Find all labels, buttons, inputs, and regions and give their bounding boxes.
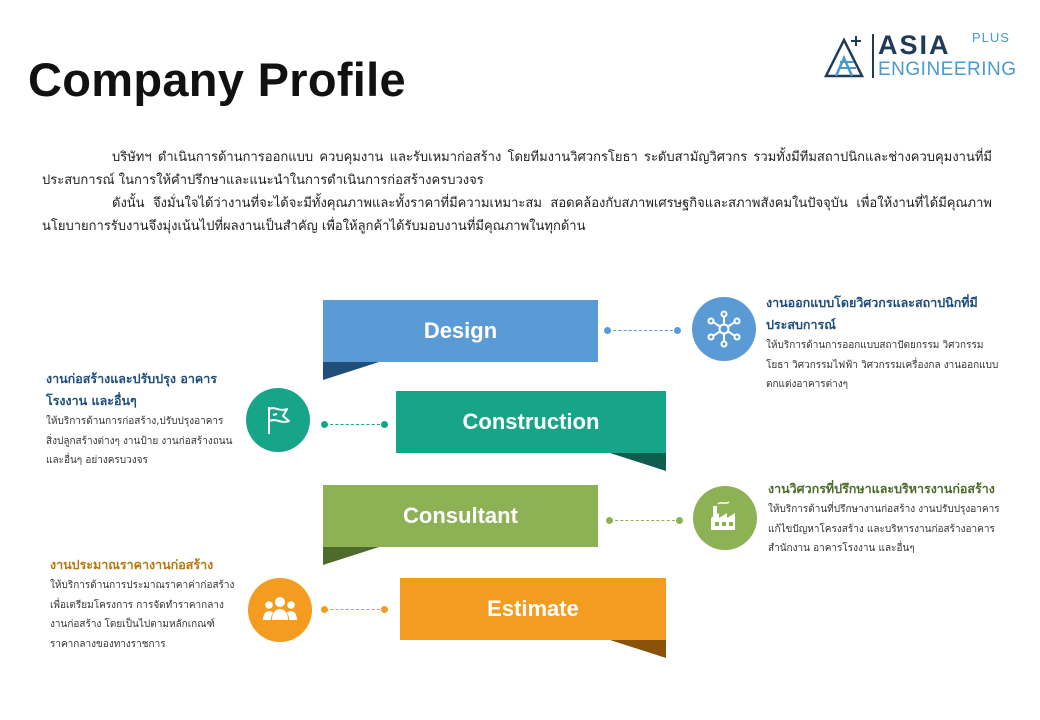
design-bar — [323, 300, 598, 362]
consultant-heading: งานวิศวกรที่ปรึกษาและบริหารงานก่อสร้าง — [768, 481, 995, 496]
factory-icon — [705, 498, 745, 538]
construction-dot-left — [321, 421, 328, 428]
estimate-icon-circle — [248, 578, 312, 642]
estimate-bar — [400, 578, 666, 640]
estimate-label: Estimate — [487, 596, 579, 621]
estimate-heading: งานประมาณราคางานก่อสร้าง — [50, 557, 214, 572]
logo-name: ASIA — [878, 30, 951, 60]
consultant-label: Consultant — [403, 503, 518, 528]
consultant-bar — [323, 485, 598, 547]
construction-bar — [396, 391, 666, 453]
design-body: ให้บริการด้านการออกแบบสถาปัตยกรรม วิศวกรรมโยธา วิศวกรรมไฟฟ้า วิศวกรรมเครื่องกล งานออกแบบตกแต่งอาคารต่างๆ — [766, 340, 999, 390]
flag-icon — [259, 401, 297, 439]
consultant-dot-left — [606, 517, 613, 524]
consultant-description — [768, 478, 1018, 559]
construction-body: ให้บริการด้านการก่อสร้าง,ปรับปรุงอาคาร สิ่งปลูกสร้างต่างๆ งานป้าย งานก่อสร้างถนน และอื่นๆ อย่างครบวงจร — [46, 416, 233, 466]
logo-subtitle: ENGINEERING — [878, 59, 1017, 80]
design-heading: งานออกแบบโดยวิศวกรและสถาปนิกที่มีประสบการณ์ — [766, 295, 978, 332]
people-icon — [260, 590, 300, 630]
estimate-body: ให้บริการด้านการประมาณราคาค่าก่อสร้างเพื่อเตรียมโครงการ การจัดทำราคากลางงานก่อสร้าง โดยเป็นไปตามหลักเกณฑ์ราคากลางของทางราชการ — [50, 580, 235, 650]
design-banner — [323, 300, 598, 362]
consultant-connector — [610, 520, 680, 521]
intro-text — [42, 146, 992, 238]
construction-banner — [396, 391, 666, 453]
design-dot-right — [674, 327, 681, 334]
construction-dot-right — [381, 421, 388, 428]
consultant-body: ให้บริการด้านที่ปรึกษางานก่อสร้าง งานปรับปรุงอาคาร แก้ไขปัญหาโครงสร้าง และบริหารงานก่อสร้างอาคาร สำนักงาน อาคารโรงงาน และอื่นๆ — [768, 504, 1000, 554]
design-label: Design — [423, 318, 498, 343]
construction-fold — [610, 453, 666, 471]
logo-superscript: PLUS — [972, 30, 1010, 45]
estimate-connector — [325, 609, 385, 610]
consultant-icon-circle — [693, 486, 757, 550]
consultant-banner — [323, 485, 598, 547]
estimate-dot-left — [321, 606, 328, 613]
design-fold — [323, 362, 379, 380]
design-icon-circle — [692, 297, 756, 361]
construction-heading: งานก่อสร้างและปรับปรุง อาคาร โรงงาน และอื่นๆ — [46, 371, 217, 408]
design-connector — [608, 330, 678, 331]
construction-connector — [325, 424, 385, 425]
network-icon — [704, 309, 744, 349]
estimate-fold — [610, 640, 666, 658]
page-title: Company Profile — [28, 53, 406, 106]
intro-paragraph-1: บริษัทฯ ดำเนินการด้านการออกแบบ ควบคุมงาน และรับเหมาก่อสร้าง โดยทีมงานวิศวกรโยธา ระดับสามัญวิศวกร รวมทั้งมีทีมสถาปนิกและช่างควบคุมงานที่มีประสบการณ์ ในการให้คำปรึกษาและแนะนำในการดำเนินการก่อสร้างครบวงจร — [42, 150, 992, 188]
design-description — [766, 292, 1002, 395]
logo-triangle-icon — [822, 32, 870, 80]
consultant-fold — [323, 547, 379, 565]
intro-paragraph-2: ดังนั้น จึงมั่นใจได้ว่างานที่จะได้จะมีทั้งคุณภาพและทั้งราคาที่มีความเหมาะสม สอดคล้องกับสภาพเศรษฐกิจและสภาพสังคมในปัจจุบัน เพื่อให้งานที่ได้มีคุณภาพ นโยบายการรับงานจึงมุ่งเน้นไปที่ผลงานเป็นสำคัญ เพื่อให้ลูกค้าได้รับมอบงานที่มีคุณภาพในทุกด้าน — [42, 196, 992, 234]
estimate-banner — [400, 578, 666, 640]
construction-description — [46, 368, 236, 471]
logo-divider — [872, 34, 874, 78]
construction-label: Construction — [462, 409, 600, 434]
construction-icon-circle — [246, 388, 310, 452]
estimate-dot-right — [381, 606, 388, 613]
consultant-dot-right — [676, 517, 683, 524]
design-dot-left — [604, 327, 611, 334]
estimate-description — [50, 554, 235, 654]
company-logo — [822, 30, 1022, 82]
